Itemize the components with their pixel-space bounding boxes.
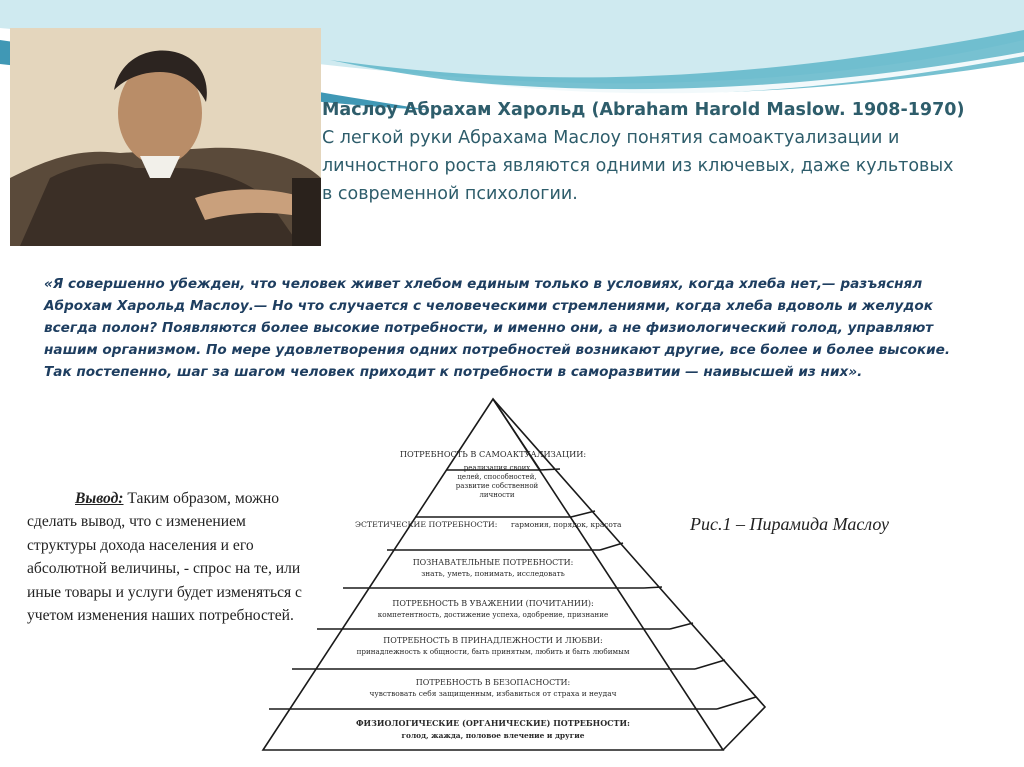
- pyramid-level-3-title: ПОЗНАВАТЕЛЬНЫЕ ПОТРЕБНОСТИ:: [412, 558, 574, 567]
- figure-caption: Рис.1 – Пирамида Маслоу: [690, 514, 890, 534]
- pyramid-level-2-title: ЭСТЕТИЧЕСКИЕ ПОТРЕБНОСТИ:: [355, 520, 498, 529]
- pyramid-level-4-desc: компетентность, достижение успеха, одобрение, признание: [377, 610, 609, 619]
- header-line-3: в современной психологии.: [322, 184, 578, 204]
- conclusion-line: сделать вывод, что с изменением: [27, 513, 246, 531]
- conclusion-line: учетом изменения наших потребностей.: [27, 607, 294, 625]
- pyramid-level-1-desc: личности: [479, 491, 515, 499]
- pyramid-level-4-title: ПОТРЕБНОСТЬ В УВАЖЕНИИ (ПОЧИТАНИИ):: [392, 599, 594, 608]
- pyramid-level-7-title: ФИЗИОЛОГИЧЕСКИЕ (ОРГАНИЧЕСКИЕ) ПОТРЕБНОСТИ:: [355, 718, 631, 728]
- maslow-pyramid: [255, 395, 775, 757]
- pyramid-level-7-desc: голод, жажда, половое влечение и другие: [401, 731, 585, 740]
- pyramid-level-3-desc: знать, уметь, понимать, исследовать: [421, 569, 565, 578]
- conclusion-line: иные товары и услуги будет изменяться с: [27, 583, 302, 601]
- pyramid-level-2-desc: гармония, порядок, красота: [511, 520, 622, 529]
- pyramid-level-1-title: ПОТРЕБНОСТЬ В САМОАКТУАЛИЗАЦИИ:: [399, 449, 587, 459]
- person-title: Маслоу Абрахам Харольд (Abraham Harold Maslow. 1908-1970): [322, 100, 965, 120]
- pyramid-level-5-desc: принадлежность к общности, быть принятым, любить и быть любимым: [356, 647, 630, 656]
- pyramid-level-5-title: ПОТРЕБНОСТЬ В ПРИНАДЛЕЖНОСТИ И ЛЮБВИ:: [383, 636, 603, 645]
- maslow-quote: [44, 273, 974, 383]
- portrait-photo: [10, 28, 321, 246]
- pyramid-level-6-title: ПОТРЕБНОСТЬ В БЕЗОПАСНОСТИ:: [415, 678, 571, 687]
- header-block: [322, 96, 1012, 208]
- conclusion-line: структуры дохода населения и его: [27, 536, 254, 554]
- conclusion-line: Таким образом, можно: [123, 490, 280, 507]
- pyramid-level-1-desc: реализация своих: [463, 464, 531, 472]
- pyramid-level-1-desc: развитие собственной: [455, 482, 539, 490]
- quote-line: «Я совершенно убежден, что человек живет хлебом единым только в условиях, когда хлеба нет,— разъяснял: [44, 276, 923, 292]
- conclusion-line: абсолютной величины, - спрос на те, или: [27, 560, 301, 578]
- quote-line: Так постепенно, шаг за шагом человек приходит к потребности в саморазвитии — наивысшей из них».: [44, 364, 863, 380]
- conclusion-lead: Вывод:: [75, 490, 124, 507]
- quote-line: нашим организмом. По мере удовлетворения одних потребностей возникают другие, все более и более высокие.: [44, 342, 951, 358]
- pyramid-level-6-desc: чувствовать себя защищенным, избавиться от страха и неудач: [369, 689, 617, 698]
- quote-line: всегда полон? Появляются более высокие потребности, и именно они, а не физиологический голод, управляют: [44, 320, 934, 336]
- header-line-1: С легкой руки Абрахама Маслоу понятия самоактуализации и: [322, 128, 900, 148]
- quote-line: Аброхам Харольд Маслоу.— Но что случается с человеческими стремлениями, когда хлеба вдоволь и желудок: [44, 298, 933, 314]
- header-line-2: личностного роста являются одними из ключевых, даже культовых: [322, 156, 954, 176]
- pyramid-level-1-desc: целей, способностей,: [457, 473, 537, 481]
